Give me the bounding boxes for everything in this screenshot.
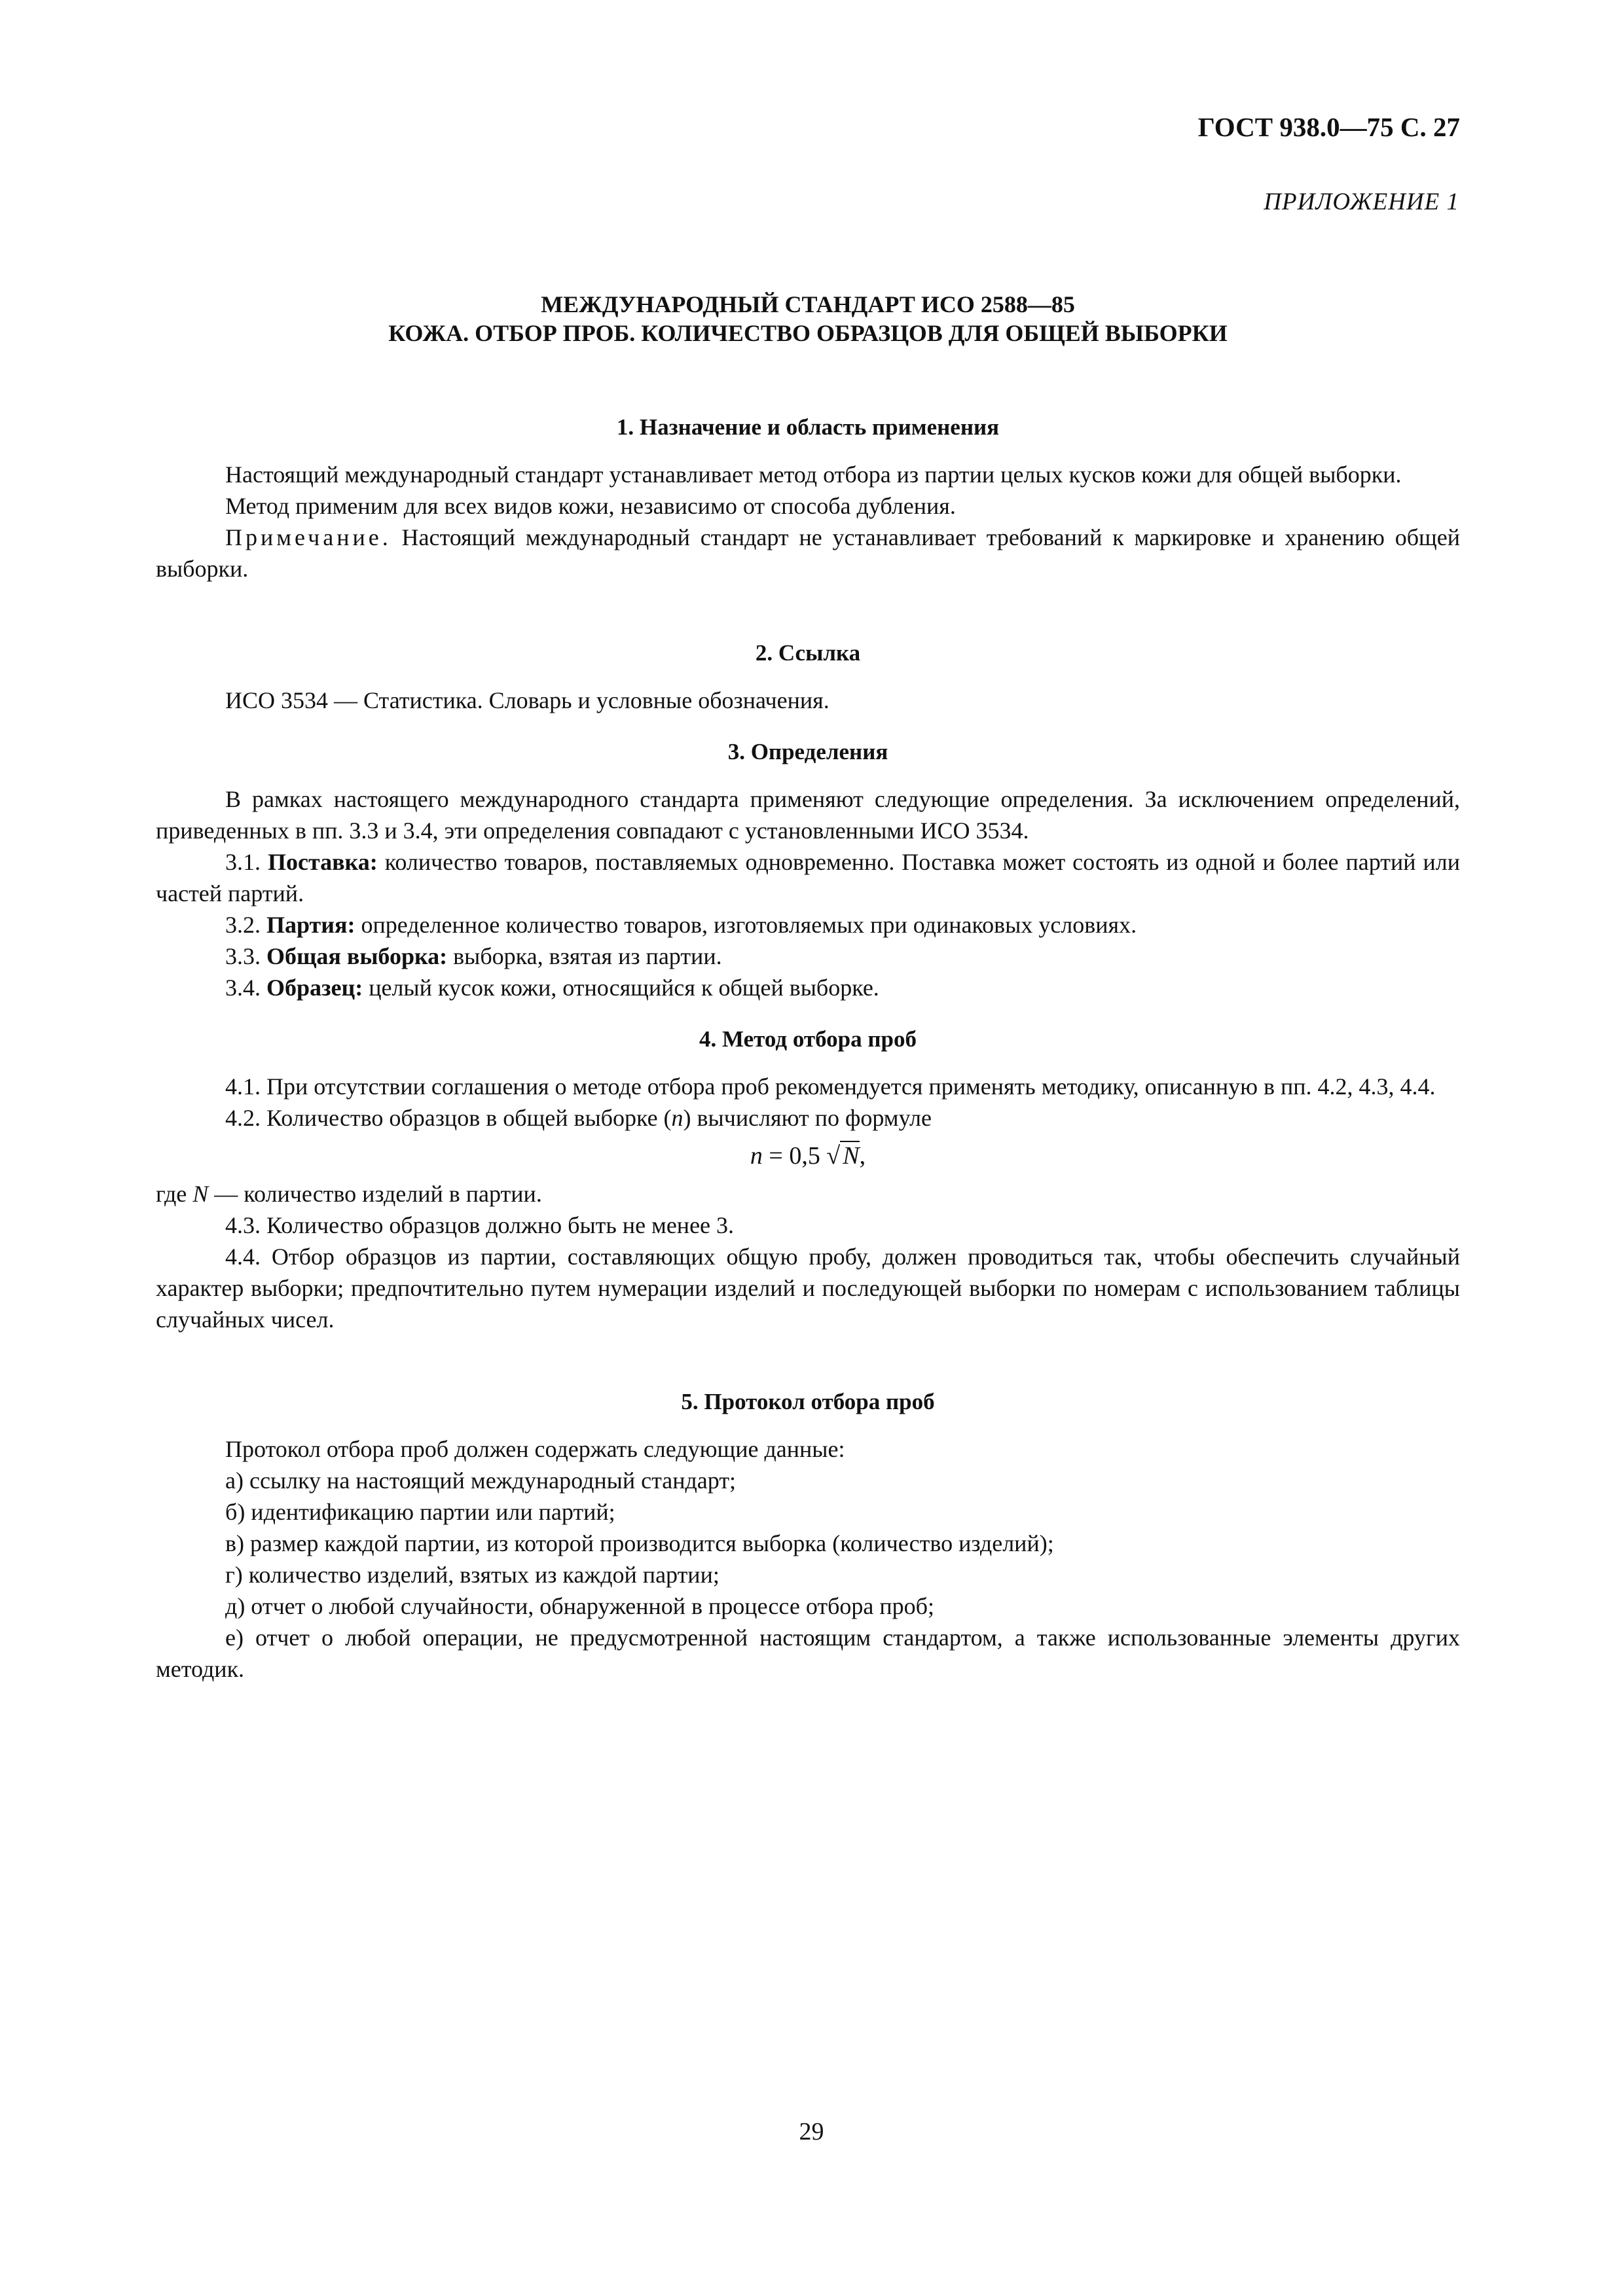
definition-text: выборка, взятая из партии. <box>447 943 722 969</box>
section-3-heading: 3. Определения <box>727 739 888 764</box>
section-3-paragraph-1: В рамках настоящего международного стандарта применяют следующие определения. За исключением определений, приведенных в пп. 3.3 и 3.4, эти определения совпадают с установленными ИСО 3534. <box>156 786 1460 844</box>
definition-3-1 <box>156 846 1460 909</box>
document-code-header: ГОСТ 938.0—75 С. 27 <box>1197 112 1460 142</box>
definition-term: Общая выборка: <box>266 943 448 969</box>
section-5-intro: Протокол отбора проб должен содержать следующие данные: <box>225 1436 845 1462</box>
section-4-paragraph-4: 4.4. Отбор образцов из партии, составляющих общую пробу, должен проводиться так, чтобы обеспечить случайный характер выборки; предпочтительно путем нумерации изделий и последующей выборки по номерам с использованием таблицы случайных чисел. <box>156 1244 1460 1333</box>
section-2-paragraph-1: ИСО 3534 — Статистика. Словарь и условные обозначения. <box>225 687 830 713</box>
sample-size-formula <box>156 1140 1460 1172</box>
section-1-paragraph-1: Настоящий международный стандарт устанавливает метод отбора из партии целых кусков кожи для общей выборки. <box>225 461 1402 488</box>
text: — количество изделий в партии. <box>208 1181 542 1207</box>
section-definitions <box>156 736 1460 1003</box>
section-reference <box>156 637 1460 716</box>
formula-radicand: N <box>840 1141 859 1170</box>
list-item: а) ссылку на настоящий международный стандарт; <box>225 1467 737 1494</box>
definition-number: 3.2. <box>225 912 261 938</box>
text: 4.2. Количество образцов в общей выборке ( <box>225 1105 672 1131</box>
section-1-paragraph-2: Метод применим для всех видов кожи, независимо от способа дубления. <box>225 493 956 519</box>
sqrt-symbol: √ <box>826 1142 841 1170</box>
section-1-note <box>156 522 1460 584</box>
list-item: в) размер каждой партии, из которой производится выборка (количество изделий); <box>225 1530 1054 1556</box>
document-title <box>156 290 1460 348</box>
formula-explanation <box>156 1178 1460 1210</box>
definition-text: определенное количество товаров, изготовляемых при одинаковых условиях. <box>355 912 1137 938</box>
page-number: 29 <box>799 2118 824 2145</box>
section-4-paragraph-2 <box>156 1102 1460 1134</box>
section-1-heading: 1. Назначение и область применения <box>616 414 1000 440</box>
definition-term: Партия: <box>266 912 356 938</box>
formula-punctuation: , <box>859 1142 866 1170</box>
definition-3-4 <box>156 972 1460 1003</box>
appendix-label: ПРИЛОЖЕНИЕ 1 <box>1264 188 1459 215</box>
section-sampling-method <box>156 1024 1460 1335</box>
note-label: Примечание. <box>225 524 392 550</box>
definition-text: количество товаров, поставляемых одновременно. Поставка может состоять из одной и более партий или частей партий. <box>156 849 1461 906</box>
list-item: д) отчет о любой случайности, обнаруженной в процессе отбора проб; <box>225 1593 934 1619</box>
section-protocol <box>156 1386 1460 1685</box>
section-4-heading: 4. Метод отбора проб <box>699 1026 917 1052</box>
list-item: е) отчет о любой операции, не предусмотренной настоящим стандартом, а также использованные элементы других методик. <box>156 1624 1460 1682</box>
section-purpose <box>156 412 1460 584</box>
definition-number: 3.1. <box>225 849 261 875</box>
definition-term: Образец: <box>266 975 363 1001</box>
list-item: г) количество изделий, взятых из каждой партии; <box>225 1562 720 1588</box>
section-4-paragraph-3: 4.3. Количество образцов должно быть не менее 3. <box>225 1212 735 1238</box>
section-5-heading: 5. Протокол отбора проб <box>681 1389 935 1414</box>
variable: n <box>671 1105 684 1131</box>
formula-operator: = 0,5 <box>762 1142 827 1170</box>
note-text: Настоящий международный стандарт не устанавливает требований к маркировке и хранению общей выборки. <box>156 524 1460 582</box>
section-2-heading: 2. Ссылка <box>755 640 861 666</box>
title-line-1: МЕЖДУНАРОДНЫЙ СТАНДАРТ ИСО 2588—85 <box>541 291 1075 317</box>
title-line-2: КОЖА. ОТБОР ПРОБ. КОЛИЧЕСТВО ОБРАЗЦОВ ДЛЯ ОБЩЕЙ ВЫБОРКИ <box>388 320 1228 346</box>
formula-variable: n <box>750 1142 763 1170</box>
definition-number: 3.4. <box>225 975 261 1001</box>
text: где <box>156 1181 193 1207</box>
definition-number: 3.3. <box>225 943 261 969</box>
definition-text: целый кусок кожи, относящийся к общей выборке. <box>363 975 879 1001</box>
list-item: б) идентификацию партии или партий; <box>225 1499 615 1525</box>
section-4-paragraph-1: 4.1. При отсутствии соглашения о методе отбора проб рекомендуется применять методику, описанную в пп. 4.2, 4.3, 4.4. <box>225 1073 1436 1100</box>
definition-3-3 <box>156 941 1460 972</box>
definition-3-2 <box>156 909 1460 941</box>
variable: N <box>192 1181 209 1207</box>
definition-term: Поставка: <box>267 849 378 875</box>
text: ) вычисляют по формуле <box>683 1105 932 1131</box>
